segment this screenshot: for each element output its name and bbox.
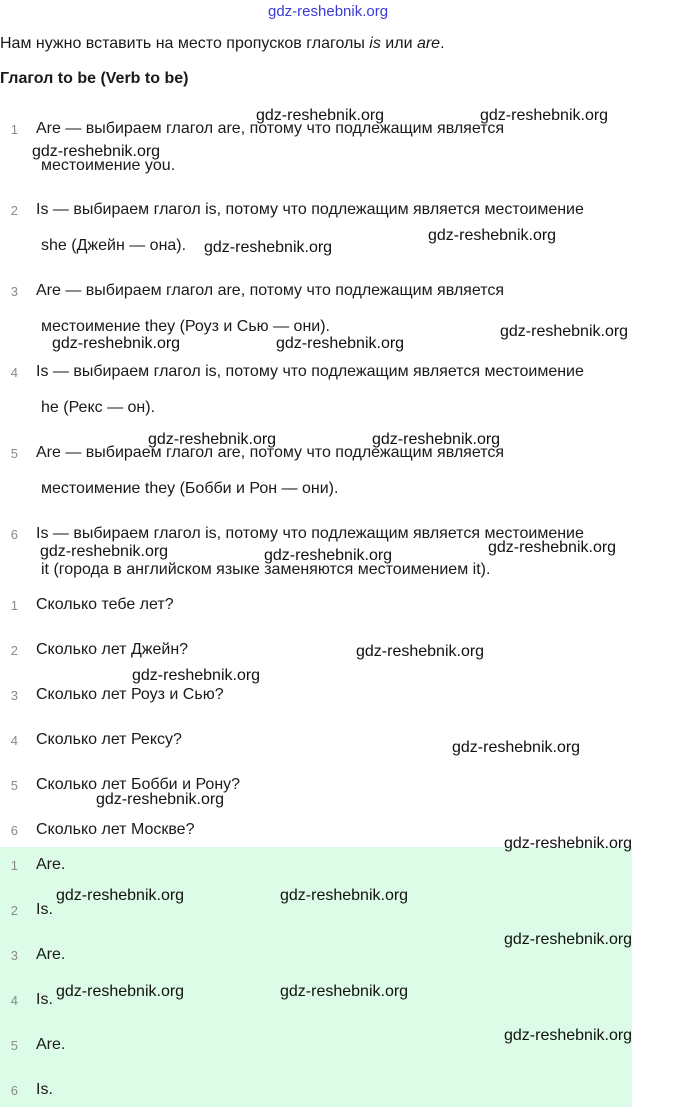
question-text: Сколько лет Джейн? — [36, 641, 189, 658]
answer-text: Are. — [36, 946, 66, 963]
watermark: gdz-reshebnik.org — [488, 539, 617, 556]
item-number: 3 — [10, 284, 18, 299]
watermark: gdz-reshebnik.org — [256, 107, 385, 124]
explanation-line: местоимение they (Бобби и Рон — они). — [41, 480, 339, 497]
item-number: 6 — [10, 823, 18, 838]
item-number: 6 — [10, 527, 18, 542]
watermark: gdz-reshebnik.org — [356, 643, 485, 660]
answer-panel — [0, 847, 632, 1107]
answer-text: Is. — [36, 1081, 53, 1098]
question-text: Сколько лет Москве? — [36, 821, 195, 838]
question-text: Сколько тебе лет? — [36, 596, 174, 613]
intro-before: Нам нужно вставить на место пропусков глаголы — [0, 35, 370, 52]
explanation-line: she (Джейн — она). — [41, 237, 187, 254]
explanation-line: Is — выбираем глагол is, потому что подлежащим является местоимение — [36, 363, 584, 380]
explanation-line: Are — выбираем глагол are, потому что подлежащим является — [36, 120, 505, 137]
answer-text: Are. — [36, 1036, 66, 1053]
item-number: 1 — [10, 598, 18, 613]
watermark: gdz-reshebnik.org — [428, 227, 557, 244]
watermark: gdz-reshebnik.org — [280, 983, 409, 1000]
watermark: gdz-reshebnik.org — [500, 323, 629, 340]
item-number: 1 — [10, 122, 18, 137]
item-number: 3 — [10, 948, 18, 963]
item-number: 5 — [10, 446, 18, 461]
item-number: 5 — [10, 1038, 18, 1053]
header-link[interactable]: gdz-reshebnik.org — [268, 3, 389, 20]
answer-text: Is. — [36, 991, 53, 1008]
explanation-line: Is — выбираем глагол is, потому что подлежащим является местоимение — [36, 525, 584, 542]
item-number: 3 — [10, 688, 18, 703]
watermark: gdz-reshebnik.org — [264, 547, 393, 564]
watermark: gdz-reshebnik.org — [32, 143, 161, 160]
explanation-line: местоимение they (Роуз и Сью — они). — [41, 318, 330, 335]
watermark: gdz-reshebnik.org — [504, 1027, 633, 1044]
question-text: Сколько лет Рексу? — [36, 731, 182, 748]
answer-text: Is. — [36, 901, 53, 918]
intro-are: are — [416, 35, 441, 52]
intro-text — [0, 35, 445, 53]
watermark: gdz-reshebnik.org — [56, 983, 185, 1000]
watermark: gdz-reshebnik.org — [504, 835, 633, 852]
watermark: gdz-reshebnik.org — [148, 431, 277, 448]
watermark: gdz-reshebnik.org — [132, 667, 261, 684]
watermark: gdz-reshebnik.org — [452, 739, 581, 756]
watermark: gdz-reshebnik.org — [40, 543, 169, 560]
item-number: 2 — [10, 643, 18, 658]
watermark: gdz-reshebnik.org — [504, 931, 633, 948]
item-number: 1 — [10, 858, 18, 873]
watermark: gdz-reshebnik.org — [372, 431, 501, 448]
explanation-line: Are — выбираем глагол are, потому что подлежащим является — [36, 282, 505, 299]
intro-after: . — [440, 35, 445, 52]
explanation-line: местоимение you. — [41, 157, 176, 174]
question-text: Сколько лет Роуз и Сью? — [36, 686, 224, 703]
explanation-line: Are — выбираем глагол are, потому что подлежащим является — [36, 444, 505, 461]
item-number: 4 — [10, 733, 18, 748]
intro-mid: или — [380, 35, 417, 52]
explanation-line: he (Рекс — он). — [41, 399, 156, 416]
watermark: gdz-reshebnik.org — [280, 887, 409, 904]
explanation-line: Is — выбираем глагол is, потому что подлежащим является местоимение — [36, 201, 584, 218]
item-number: 4 — [10, 365, 18, 380]
item-number: 6 — [10, 1083, 18, 1098]
answer-text: Are. — [36, 856, 66, 873]
item-number: 4 — [10, 993, 18, 1008]
item-number: 2 — [10, 203, 18, 218]
section-heading: Глагол to be (Verb to be) — [0, 70, 189, 87]
watermark: gdz-reshebnik.org — [276, 335, 405, 352]
intro-is: is — [369, 35, 381, 52]
explanation-line: it (города в английском языке заменяются местоимением it). — [41, 561, 491, 578]
question-text: Сколько лет Бобби и Рону? — [36, 776, 241, 793]
watermark: gdz-reshebnik.org — [480, 107, 609, 124]
watermark: gdz-reshebnik.org — [52, 335, 181, 352]
watermark: gdz-reshebnik.org — [56, 887, 185, 904]
watermark: gdz-reshebnik.org — [96, 791, 225, 808]
item-number: 5 — [10, 778, 18, 793]
item-number: 2 — [10, 903, 18, 918]
watermark: gdz-reshebnik.org — [204, 239, 333, 256]
